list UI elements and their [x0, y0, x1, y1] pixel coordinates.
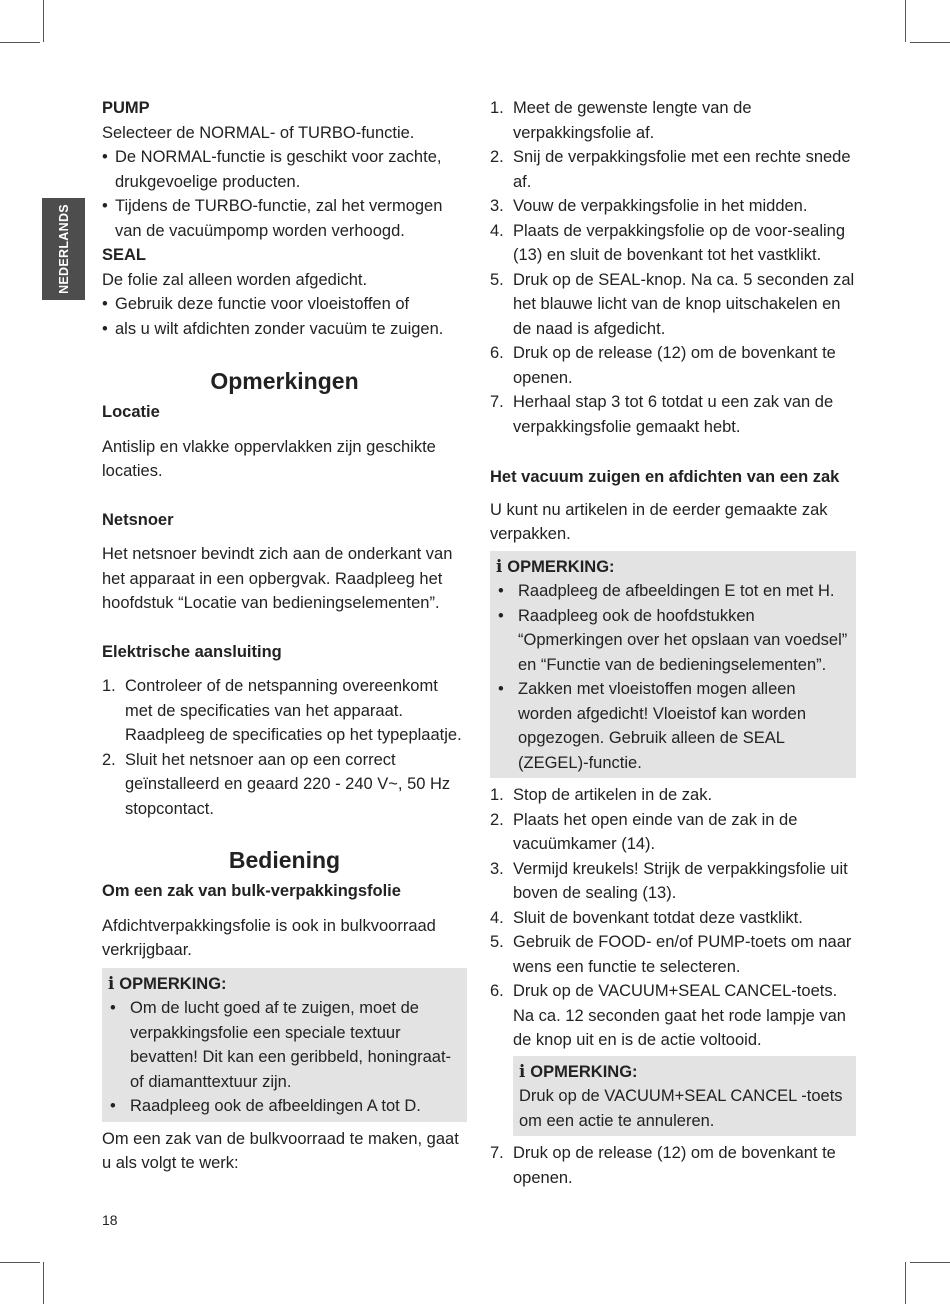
- crop-mark: [905, 0, 906, 42]
- section-heading-bediening: Bediening: [228, 847, 341, 873]
- bulk-followup: Om een zak van de bulkvoorraad te maken, gaat u als volgt te werk:: [102, 1129, 459, 1172]
- step-text: Vermijd kreukels! Strijk de verpakkingsfolie uit boven de sealing (13).: [513, 859, 848, 902]
- list-item: • Raadpleeg de afbeeldingen E tot en met H.: [496, 579, 850, 604]
- pump-heading: PUMP: [102, 99, 150, 117]
- elektrische-heading: Elektrische aansluiting: [102, 642, 282, 661]
- step-number: 5.: [490, 933, 504, 951]
- list-item: [102, 674, 467, 748]
- seal-bullets: [102, 292, 467, 341]
- crop-mark: [910, 1262, 950, 1263]
- pump-bullets: [102, 145, 467, 243]
- step-number: 4.: [490, 221, 504, 240]
- list-item: • De NORMAL-functie is geschikt voor zachte, drukgevoelige producten.: [102, 145, 467, 194]
- list-item: [490, 808, 856, 857]
- step-number: 1.: [490, 786, 504, 804]
- step-text: Plaats het open einde van de zak in de vacuümkamer (14).: [513, 810, 798, 853]
- step-text: Druk op de SEAL-knop. Na ca. 5 seconden zal het blauwe licht van de knop uitschakelen en de naad is afgedicht.: [513, 270, 855, 338]
- step-text: Vouw de verpakkingsfolie in het midden.: [513, 197, 808, 215]
- note-text: Druk op de VACUUM+SEAL CANCEL -toets om een actie te annuleren.: [519, 1087, 843, 1130]
- note-bullets: [108, 996, 461, 1119]
- bulk-text: Afdichtverpakkingsfolie is ook in bulkvoorraad verkrijgbaar.: [102, 916, 436, 959]
- step-number: 5.: [490, 270, 504, 289]
- step-text: Stop de artikelen in de zak.: [513, 786, 713, 804]
- step-text: Sluit het netsnoer aan op een correct geïnstalleerd en geaard 220 - 240 V~, 50 Hz stopcontact.: [125, 750, 451, 818]
- info-icon: i: [108, 973, 115, 993]
- step-text: Druk op de release (12) om de bovenkant te openen.: [513, 1144, 836, 1187]
- list-item: • Zakken met vloeistoffen mogen alleen worden afgedicht! Vloeistof kan worden opgezogen. Gebruik alleen de SEAL (ZEGEL)-functie.: [496, 677, 850, 775]
- note-box: [490, 551, 856, 779]
- list-item: [490, 145, 856, 194]
- list-item: [490, 341, 856, 390]
- vacuum-heading: Het vacuum zuigen en afdichten van een zak: [490, 468, 840, 486]
- right-column: [490, 96, 856, 1190]
- note-box: [102, 968, 467, 1122]
- info-icon: i: [496, 556, 503, 576]
- list-item: • Tijdens de TURBO-functie, zal het vermogen van de vacuümpomp worden verhoogd.: [102, 194, 467, 243]
- step-number: 7.: [490, 393, 504, 411]
- step-number: 2.: [490, 148, 504, 166]
- list-item: [490, 930, 856, 979]
- list-item: [490, 783, 856, 808]
- list-item: [490, 268, 856, 342]
- step-text: Druk op de VACUUM+SEAL CANCEL-toets. Na ca. 12 seconden gaat het rode lampje van de knop uit en is de actie voltooid.: [513, 982, 846, 1049]
- elektrische-steps: [102, 674, 467, 821]
- list-item: [490, 979, 856, 1053]
- step-number: 2.: [490, 810, 504, 829]
- netsnoer-heading: Netsnoer: [102, 510, 174, 529]
- step-number: 6.: [490, 982, 504, 1000]
- bulk-heading: Om een zak van bulk-verpakkingsfolie: [102, 882, 401, 900]
- seal-text: De folie zal alleen worden afgedicht.: [102, 270, 368, 289]
- list-item: [102, 748, 467, 822]
- list-item: [490, 194, 856, 219]
- crop-mark: [43, 1262, 44, 1304]
- crop-mark: [43, 0, 44, 42]
- crop-mark: [905, 1262, 906, 1304]
- vacuum-text: U kunt nu artikelen in de eerder gemaakte zak verpakken.: [490, 500, 828, 543]
- info-icon: i: [519, 1061, 526, 1081]
- vacuum-steps: [490, 783, 856, 1053]
- list-item: • Raadpleeg ook de hoofdstukken “Opmerkingen over het opslaan van voedsel” en “Functie van de bedieningselementen”.: [496, 604, 850, 678]
- list-item: [490, 219, 856, 268]
- section-heading-opmerkingen: Opmerkingen: [210, 368, 359, 394]
- language-label: NEDERLANDS: [56, 204, 71, 294]
- locatie-text: Antislip en vlakke oppervlakken zijn geschikte locaties.: [102, 437, 436, 480]
- bulk-steps: [490, 96, 856, 439]
- pump-text: Selecteer de NORMAL- of TURBO-functie.: [102, 123, 415, 142]
- list-item: [490, 857, 856, 906]
- step-number: 1.: [102, 677, 116, 695]
- list-item: [490, 1141, 856, 1190]
- step-number: 3.: [490, 859, 504, 878]
- step-number: 2.: [102, 750, 116, 769]
- note-title-text: OPMERKING:: [507, 557, 615, 576]
- crop-mark: [0, 1262, 40, 1263]
- list-item: • Gebruik deze functie voor vloeistoffen of: [102, 292, 467, 317]
- locatie-heading: Locatie: [102, 403, 160, 421]
- list-item: [490, 390, 856, 439]
- step-number: 1.: [490, 99, 504, 117]
- note-title: [108, 972, 461, 997]
- list-item: • als u wilt afdichten zonder vacuüm te zuigen.: [102, 317, 467, 342]
- list-item: • Raadpleeg ook de afbeeldingen A tot D.: [108, 1094, 461, 1119]
- list-item: [490, 906, 856, 931]
- step-number: 7.: [490, 1144, 504, 1162]
- step-text: Sluit de bovenkant totdat deze vastklikt.: [513, 908, 803, 927]
- left-column: [102, 96, 467, 1176]
- step-text: Herhaal stap 3 tot 6 totdat u een zak van de verpakkingsfolie gemaakt hebt.: [513, 393, 834, 436]
- netsnoer-text: Het netsnoer bevindt zich aan de onderkant van het apparaat in een opbergvak. Raadpleeg het hoofdstuk “Locatie van bedieningselementen”.: [102, 545, 453, 612]
- note-title: [496, 555, 850, 580]
- step-text: Plaats de verpakkingsfolie op de voor-sealing (13) en sluit de bovenkant tot het vastklikt.: [513, 221, 846, 264]
- step-text: Snij de verpakkingsfolie met een rechte snede af.: [513, 148, 851, 191]
- step-text: Gebruik de FOOD- en/of PUMP-toets om naar wens een functie te selecteren.: [513, 933, 852, 976]
- list-item: • Om de lucht goed af te zuigen, moet de verpakkingsfolie een speciale textuur bevatten! Dit kan een geribbeld, honingraat- of diamanttextuur zijn.: [108, 996, 461, 1094]
- note-title-text: OPMERKING:: [119, 974, 227, 993]
- crop-mark: [910, 42, 950, 43]
- step-number: 3.: [490, 197, 504, 215]
- note-title: [519, 1060, 850, 1085]
- step-text: Meet de gewenste lengte van de verpakkingsfolie af.: [513, 99, 752, 142]
- step-number: 6.: [490, 344, 504, 362]
- language-side-tab: [42, 198, 85, 300]
- step-text: Controleer of de netspanning overeenkomt met de specificaties van het apparaat. Raadpleeg de specificaties op het typeplaatje.: [125, 677, 462, 744]
- vacuum-steps-continued: [490, 1141, 856, 1190]
- step-text: Druk op de release (12) om de bovenkant te openen.: [513, 344, 836, 387]
- note-bullets: [496, 579, 850, 775]
- list-item: [490, 96, 856, 145]
- page-number: 18: [102, 1212, 118, 1228]
- note-title-text: OPMERKING:: [530, 1062, 638, 1081]
- seal-heading: SEAL: [102, 246, 147, 264]
- note-box: [513, 1056, 856, 1137]
- crop-mark: [0, 42, 40, 43]
- step-number: 4.: [490, 908, 504, 927]
